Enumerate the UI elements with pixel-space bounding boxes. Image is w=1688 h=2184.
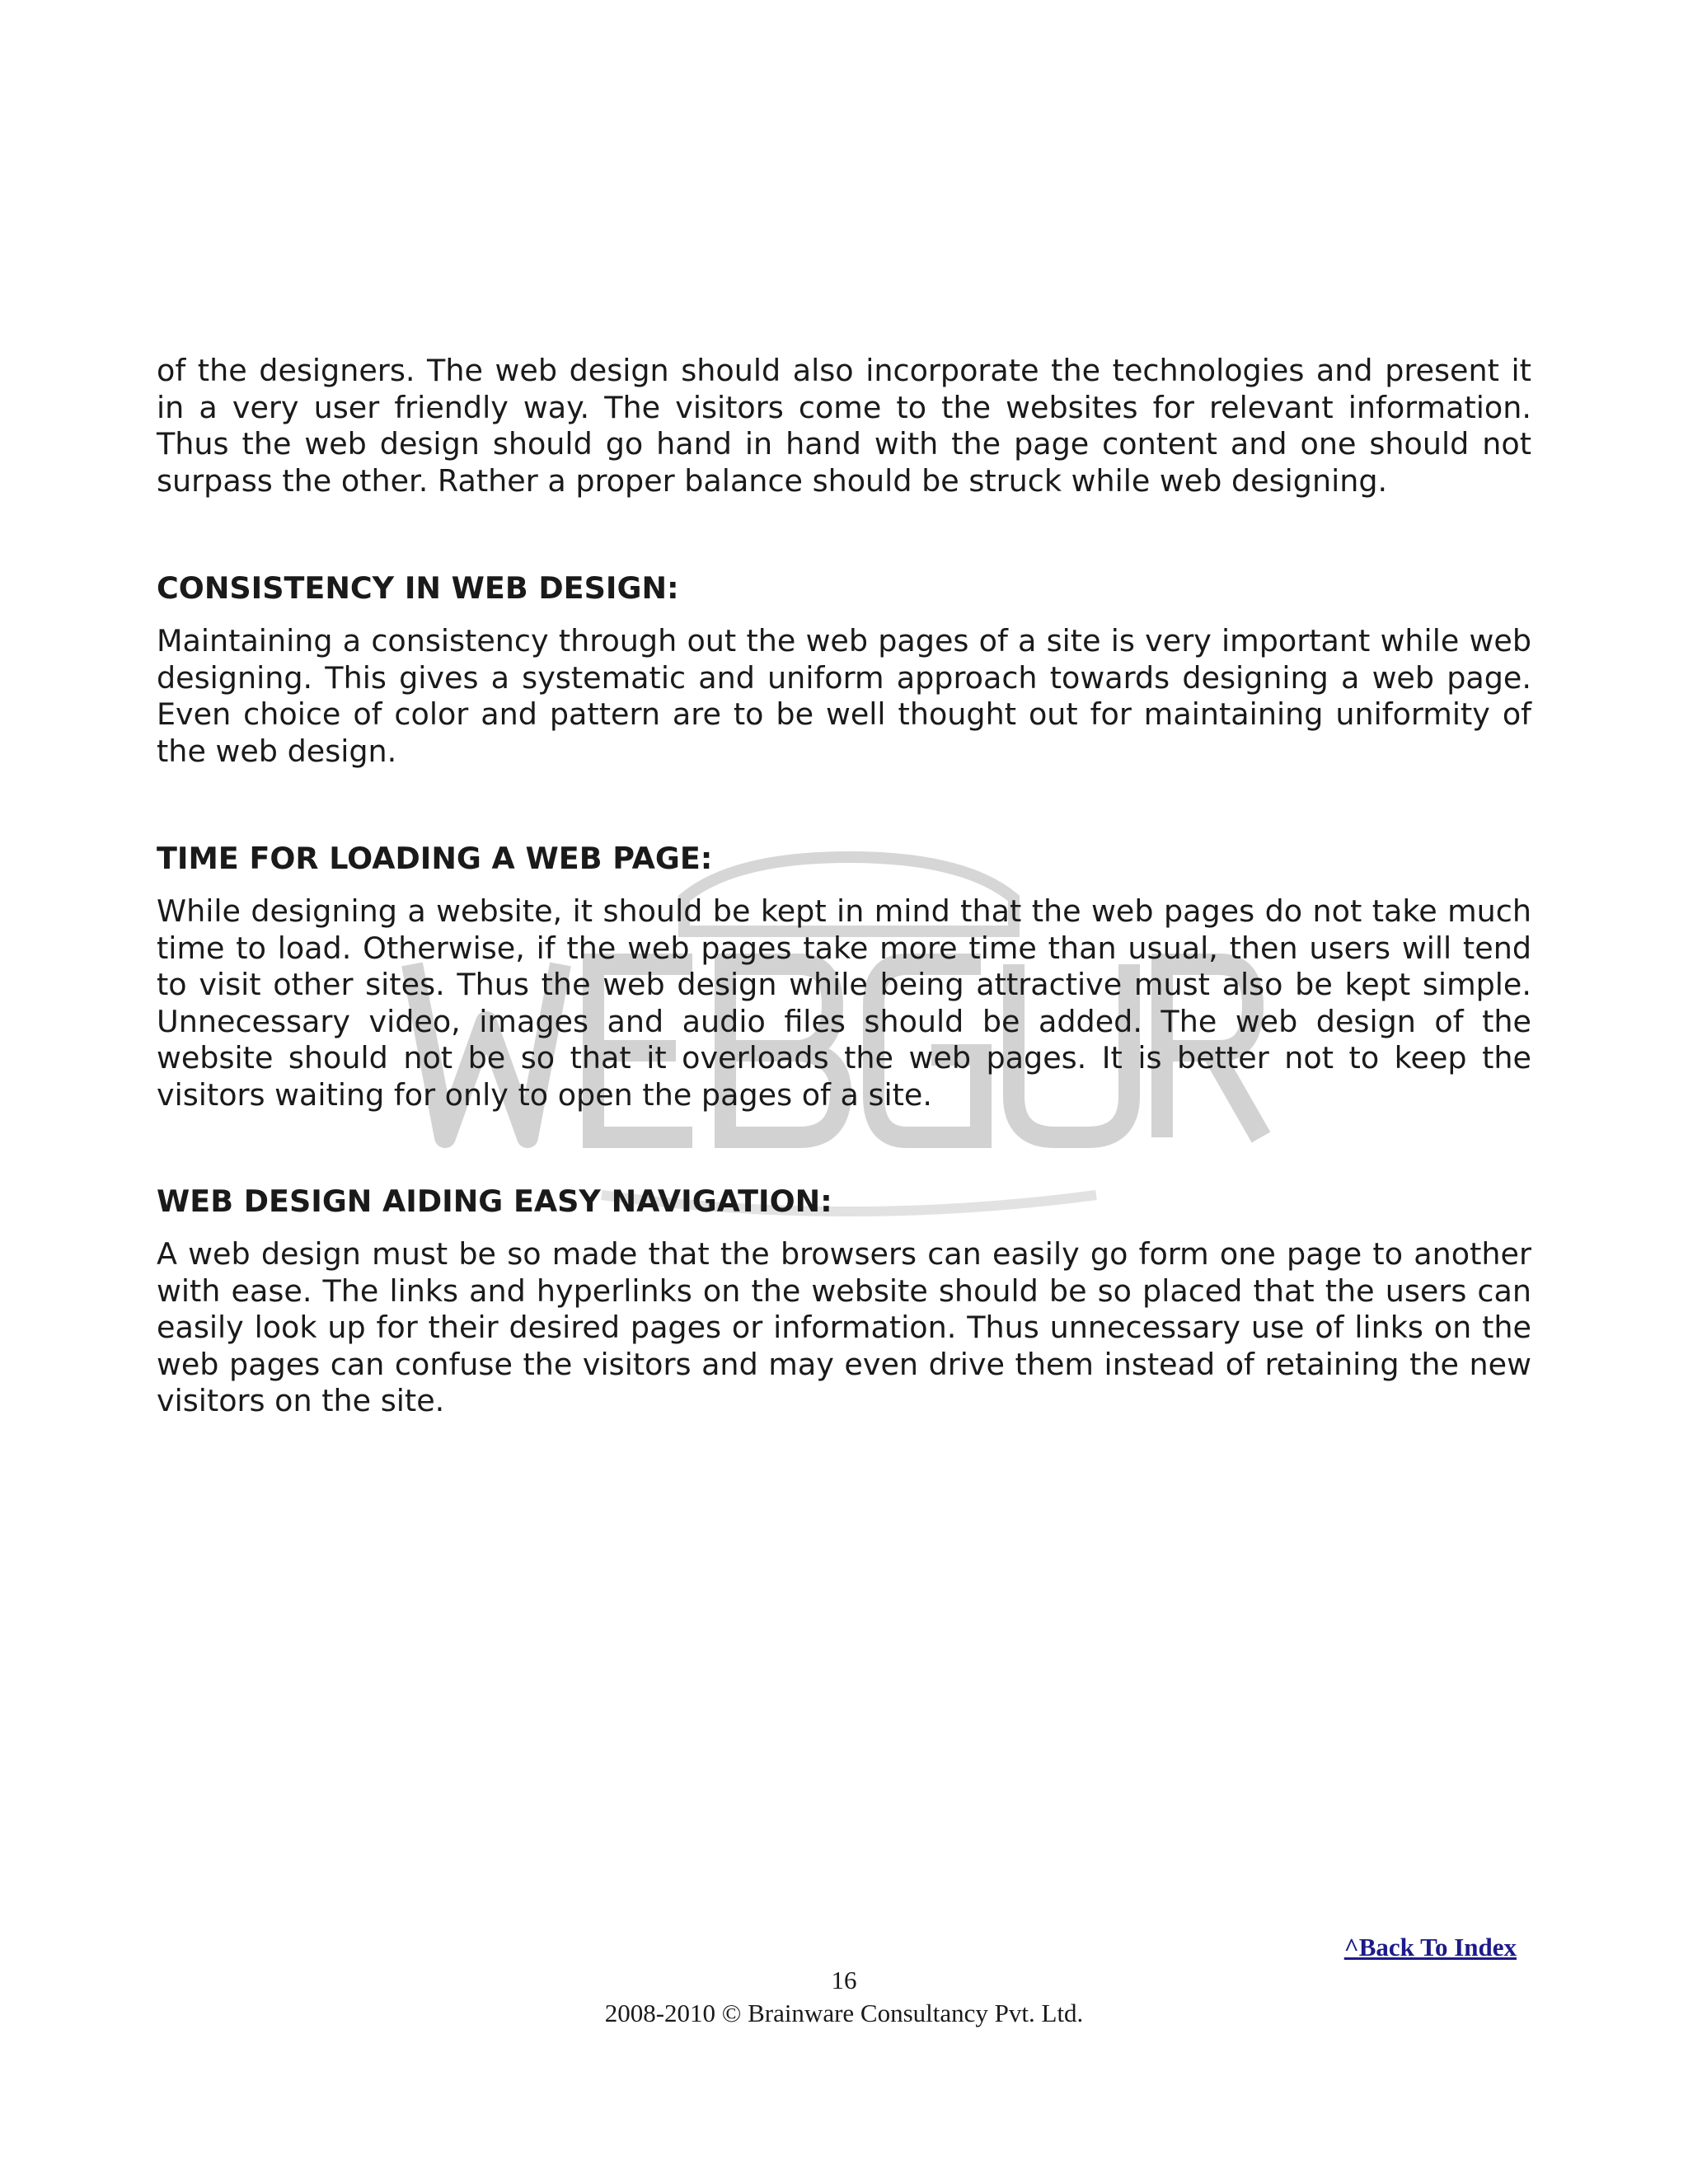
back-to-index-link[interactable]: ^Back To Index bbox=[1343, 1933, 1517, 1961]
page-number: 16 bbox=[831, 1966, 857, 1994]
copyright-notice: 2008-2010 © Brainware Consultancy Pvt. Ltd. bbox=[604, 1999, 1084, 2027]
loading-heading: TIME FOR LOADING A WEB PAGE: bbox=[157, 841, 713, 876]
intro-paragraph: of the designers. The web design should also incorporate the technologies and present it in a very user friendly way. The visitors come to the websites for relevant information. Thus the web design should go hand in hand with the page content and one should not surpass the other. Rather a proper balance should be struck while web designing. bbox=[157, 353, 1531, 499]
consistency-heading: CONSISTENCY IN WEB DESIGN: bbox=[157, 570, 679, 606]
loading-paragraph: While designing a website, it should be kept in mind that the web pages do not take much time to load. Otherwise, if the web pages take more time than usual, then users will tend to visit other sites. Thus the web design while being attractive must also be kept simple. Unnecessary video, images and audio files should be added. The web design of the website should not be so that it overloads the web pages. It is better not to keep the visitors waiting for only to open the pages of a site. bbox=[157, 893, 1531, 1113]
consistency-paragraph: Maintaining a consistency through out the web pages of a site is very important while web designing. This gives a systematic and uniform approach towards designing a web page. Even choice of color and pattern are to be well thought out for maintaining uniformity of the web design. bbox=[157, 623, 1531, 769]
navigation-heading: WEB DESIGN AIDING EASY NAVIGATION: bbox=[157, 1183, 832, 1219]
navigation-paragraph: A web design must be so made that the browsers can easily go form one page to another with ease. The links and hyperlinks on the website should be so placed that the users can easily look up for their desired pages or information. Thus unnecessary use of links on the web pages can confuse the visitors and may even drive them instead of retaining the new visitors on the site. bbox=[157, 1236, 1531, 1419]
